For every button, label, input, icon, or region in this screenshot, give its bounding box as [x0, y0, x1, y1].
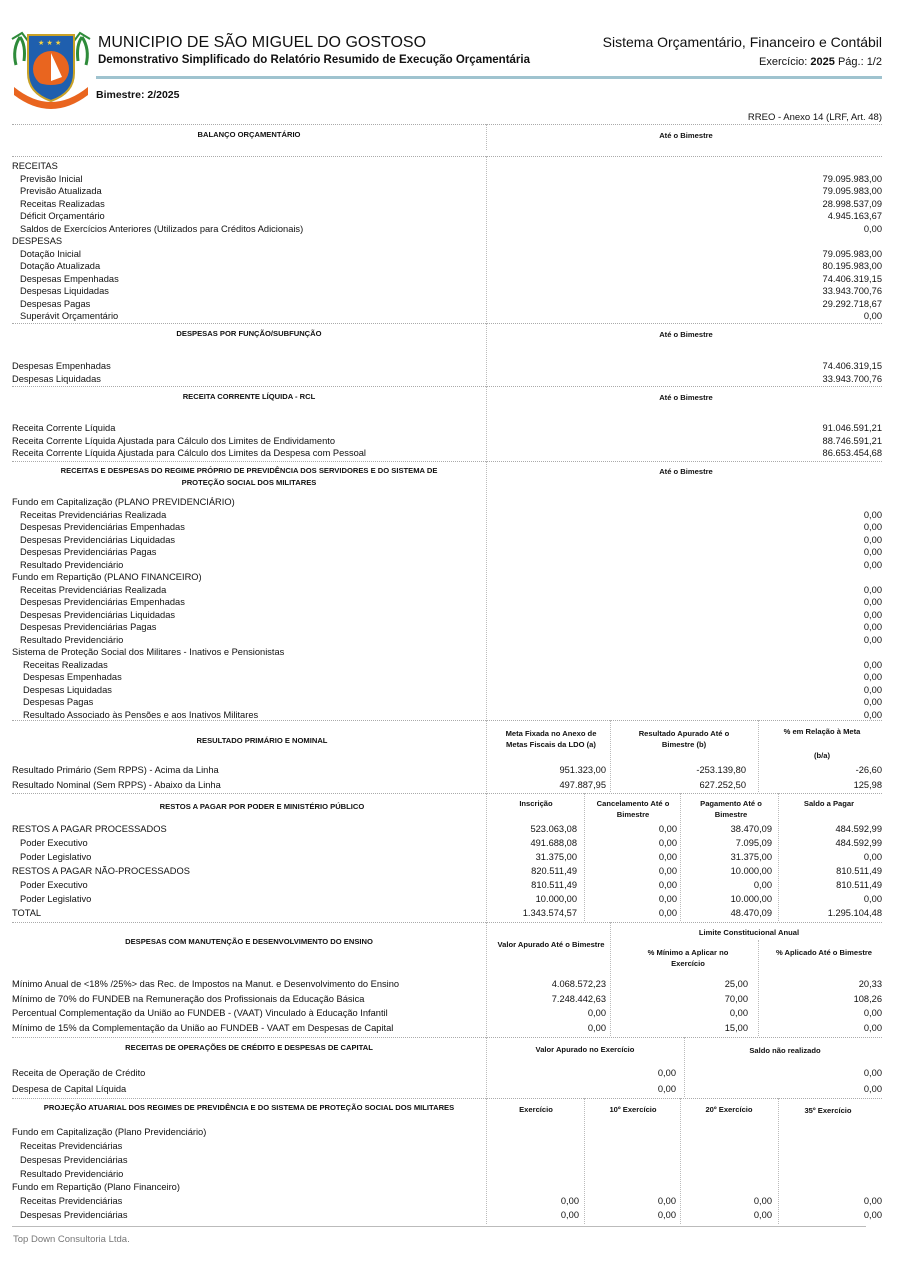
row-value: 0,00 — [863, 509, 882, 520]
row-value: 108,26 — [853, 994, 882, 1004]
row-value: -26,60 — [855, 765, 882, 775]
row-label: Despesas Previdenciárias Pagas — [20, 547, 157, 557]
footer-company: Top Down Consultoria Ltda. — [13, 1234, 130, 1245]
table-row — [12, 248, 882, 260]
row-value: 0,00 — [657, 1084, 676, 1094]
row-value: 15,00 — [724, 1023, 748, 1033]
row-value: 0,00 — [863, 522, 882, 532]
section-title-primario: RESULTADO PRIMÁRIO E NOMINAL — [196, 736, 328, 745]
table-row — [12, 235, 882, 247]
table-row — [12, 764, 882, 776]
bimestre-label: Bimestre: 2/2025 — [96, 89, 180, 101]
row-label: Despesas Previdenciárias Liquidadas — [20, 534, 176, 545]
row-label: RESTOS A PAGAR NÃO-PROCESSADOS — [12, 866, 190, 876]
divider — [12, 793, 882, 794]
row-value: 0,00 — [863, 709, 882, 720]
row-label: Receitas Previdenciárias — [20, 1141, 123, 1151]
row-value: 25,00 — [724, 979, 748, 989]
page-number: Pág.: 1/2 — [837, 56, 882, 68]
table-row — [12, 521, 882, 533]
section-title-rcl: RECEITA CORRENTE LÍQUIDA - RCL — [182, 392, 316, 401]
row-label: Fundo em Repartição (PLANO FINANCEIRO) — [12, 572, 202, 582]
table-row — [12, 1154, 882, 1166]
row-value: 0,00 — [863, 1210, 882, 1220]
section-title-ensino: DESPESAS COM MANUTENÇÃO E DESENVOLVIMENTO DO ENSINO — [125, 937, 373, 946]
divider — [12, 124, 882, 125]
row-label: Mínimo Anual de <18% /25%> das Rec. de Impostos na Manut. e Desenvolvimento do Ensino — [12, 979, 400, 989]
row-label: Despesas Pagas — [20, 298, 91, 309]
row-value: 10.000,00 — [535, 894, 577, 904]
table-row — [12, 1126, 882, 1138]
row-label: Mínimo de 70% do FUNDEB na Remuneração dos Profissionais da Educação Básica — [12, 994, 365, 1004]
table-row — [12, 571, 882, 583]
table-row — [12, 1140, 882, 1152]
row-value: 0,00 — [863, 534, 882, 545]
row-value: 125,98 — [853, 780, 882, 790]
row-label: Despesas Empenhadas — [23, 672, 122, 682]
section-title-restos: RESTOS A PAGAR POR PODER E MINISTÉRIO PÚBLICO — [159, 802, 365, 811]
row-value: 86.653.454,68 — [822, 448, 882, 458]
row-value: 0,00 — [587, 1008, 606, 1018]
col-header-ate-bimestre: Até o Bimestre — [659, 330, 713, 339]
col-header-percent: % em Relação à Meta — [783, 727, 861, 736]
exercise-info — [759, 56, 882, 68]
col-header-resultado: Resultado Apurado Até o Bimestre (b) — [638, 729, 730, 749]
table-row — [12, 851, 882, 863]
table-row — [12, 596, 882, 608]
row-value: 951.323,00 — [559, 765, 606, 775]
row-label: Despesas Previdenciárias Empenhadas — [20, 597, 185, 607]
row-value: 0,00 — [863, 584, 882, 595]
row-value: 0,00 — [863, 609, 882, 620]
table-row — [12, 198, 882, 210]
table-row — [12, 646, 882, 658]
report-subtitle: Demonstrativo Simplificado do Relatório Resumido de Execução Orçamentária — [98, 54, 531, 66]
row-label: Dotação Inicial — [20, 248, 81, 259]
row-value: 0,00 — [560, 1196, 579, 1206]
row-value: 0,00 — [753, 1196, 772, 1206]
row-value: 0,00 — [863, 1196, 882, 1206]
divider — [12, 922, 882, 923]
row-value: 33.943.700,76 — [822, 373, 882, 384]
row-value: 70,00 — [724, 994, 748, 1004]
table-row — [12, 373, 882, 385]
row-value: 28.998.537,09 — [822, 198, 882, 209]
row-value: 0,00 — [863, 1008, 882, 1018]
table-row — [12, 1067, 882, 1079]
row-value: 0,00 — [753, 880, 772, 890]
row-value: 7.248.442,63 — [551, 994, 606, 1004]
row-label: Despesas Previdenciárias Liquidadas — [20, 609, 176, 620]
table-row — [12, 298, 882, 310]
section-title-credito: RECEITAS DE OPERAÇÕES DE CRÉDITO E DESPESAS DE CAPITAL — [125, 1043, 373, 1052]
row-value: 0,00 — [863, 547, 882, 557]
section-title-projecao: PROJEÇÃO ATUARIAL DOS REGIMES DE PREVIDÊNCIA E DO SISTEMA DE PROTEÇÃO SOCIAL DOS MILITARES — [43, 1103, 455, 1112]
row-value: 74.406.319,15 — [822, 273, 882, 284]
col-header-35-exercicio: 35º Exercício — [804, 1106, 852, 1115]
divider — [12, 461, 882, 462]
row-label: Resultado Primário (Sem RPPS) - Acima da Linha — [12, 765, 219, 775]
table-row — [12, 173, 882, 185]
row-label: Despesas Liquidadas — [23, 684, 112, 695]
row-label: Resultado Associado às Pensões e aos Inativos Militares — [23, 709, 259, 720]
table-row — [12, 684, 882, 696]
row-value: 74.406.319,15 — [822, 361, 882, 371]
row-label: Percentual Complementação da União ao FUNDEB - (VAAT) Vinculado à Educação Infantil — [12, 1008, 388, 1018]
row-label: Poder Executivo — [20, 880, 88, 890]
row-value: 484.592,99 — [835, 824, 882, 834]
svg-text:★ ★ ★: ★ ★ ★ — [38, 39, 62, 47]
table-row — [12, 1209, 882, 1221]
col-header-ratio: (b/a) — [813, 751, 831, 760]
col-header-aplicado: % Aplicado Até o Bimestre — [775, 948, 873, 957]
table-row — [12, 185, 882, 197]
col-header-saldo-nao-realizado: Saldo não realizado — [749, 1046, 821, 1055]
row-value: 0,00 — [657, 1068, 676, 1078]
row-label: Poder Executivo — [20, 838, 88, 848]
table-row — [12, 978, 882, 990]
row-label: Resultado Previdenciário — [20, 634, 124, 645]
row-value: 0,00 — [560, 1210, 579, 1220]
row-value: -253.139,80 — [696, 765, 746, 775]
col-header-valor-apurado: Valor Apurado Até o Bimestre — [497, 940, 605, 949]
row-value: 0,00 — [863, 223, 882, 234]
section-title-balanco: BALANÇO ORÇAMENTÁRIO — [197, 130, 301, 139]
footer-divider — [12, 1226, 866, 1227]
row-label: Despesa de Capital Líquida — [12, 1084, 127, 1094]
row-label: Despesas Pagas — [23, 697, 94, 707]
table-row — [12, 584, 882, 596]
table-row — [12, 671, 882, 683]
table-row — [12, 273, 882, 285]
table-row — [12, 160, 882, 172]
row-label: Receita Corrente Líquida Ajustada para Cálculo dos Limites da Despesa com Pessoal — [12, 448, 366, 458]
table-row — [12, 1195, 882, 1207]
col-header-valor-exercicio: Valor Apurado no Exercício — [535, 1045, 635, 1054]
table-row — [12, 360, 882, 372]
col-header-ate-bimestre: Até o Bimestre — [659, 393, 713, 402]
table-row — [12, 634, 882, 646]
row-value: 0,00 — [658, 894, 677, 904]
annex-label: RREO - Anexo 14 (LRF, Art. 48) — [747, 112, 882, 123]
row-value: 79.095.983,00 — [822, 248, 882, 259]
row-value: 0,00 — [729, 1008, 748, 1018]
row-value: 38.470,09 — [730, 824, 772, 834]
row-value: 0,00 — [863, 659, 882, 670]
row-label: Despesas Liquidadas — [20, 286, 109, 296]
row-value: 0,00 — [863, 1023, 882, 1033]
row-value: 79.095.983,00 — [822, 173, 882, 184]
row-value: 0,00 — [658, 852, 677, 862]
divider — [12, 323, 882, 324]
table-row — [12, 879, 882, 891]
table-row-total — [12, 907, 882, 919]
row-label: Despesas Empenhadas — [20, 273, 119, 284]
row-label: Receita de Operação de Crédito — [12, 1068, 146, 1078]
row-label: Saldos de Exercícios Anteriores (Utilizados para Créditos Adicionais) — [20, 223, 304, 234]
divider — [12, 1098, 882, 1099]
row-label: Receita Corrente Líquida — [12, 423, 116, 433]
row-label: Receitas Realizadas — [20, 198, 105, 209]
row-label: DESPESAS — [12, 236, 63, 246]
divider — [12, 386, 882, 387]
table-row — [12, 1007, 882, 1019]
row-label: Poder Legislativo — [20, 852, 92, 862]
row-label: Déficit Orçamentário — [20, 211, 105, 221]
table-row — [12, 709, 882, 721]
row-value: 491.688,08 — [530, 838, 577, 848]
row-value: 0,00 — [863, 672, 882, 682]
table-row — [12, 285, 882, 297]
divider — [12, 720, 882, 721]
section-title-rpps: RECEITAS E DESPESAS DO REGIME PRÓPRIO DE PREVIDÊNCIA DOS SERVIDORES E DO SISTEMA DE PROTEÇÃO SOCIAL DOS MILITARES — [60, 466, 438, 487]
row-value: 0,00 — [863, 1084, 882, 1094]
row-label: Resultado Previdenciário — [20, 559, 124, 570]
row-label: Poder Legislativo — [20, 894, 92, 904]
table-row — [12, 659, 882, 671]
row-label: Previsão Atualizada — [20, 186, 102, 196]
table-row — [12, 435, 882, 447]
row-value: 0,00 — [753, 1210, 772, 1220]
row-value: 33.943.700,76 — [822, 286, 882, 296]
row-value: 810.511,49 — [531, 880, 577, 890]
row-value: 0,00 — [863, 697, 882, 707]
row-label: Despesas Previdenciárias — [20, 1155, 128, 1165]
table-row — [12, 993, 882, 1005]
row-label: RECEITAS — [12, 161, 58, 171]
row-value: 0,00 — [658, 908, 677, 918]
divider — [12, 156, 882, 157]
col-header-20-exercicio: 20º Exercício — [705, 1105, 753, 1114]
col-header-limite: Limite Constitucional Anual — [698, 928, 800, 937]
row-value: 80.195.983,00 — [822, 261, 882, 271]
row-value: 0,00 — [863, 597, 882, 607]
system-name: Sistema Orçamentário, Financeiro e Contábil — [602, 34, 882, 50]
row-value: 0,00 — [658, 866, 677, 876]
row-label: Despesas Empenhadas — [12, 361, 111, 371]
row-value: 31.375,00 — [535, 852, 577, 862]
row-value: 79.095.983,00 — [822, 186, 882, 196]
row-label: Receita Corrente Líquida Ajustada para Cálculo dos Limites de Endividamento — [12, 435, 335, 446]
table-row — [12, 509, 882, 521]
table-row — [12, 865, 882, 877]
table-row — [12, 1022, 882, 1034]
row-label: Previsão Inicial — [20, 173, 83, 184]
row-value: 20,33 — [858, 979, 882, 989]
row-label: Receitas Realizadas — [23, 659, 108, 670]
table-row — [12, 496, 882, 508]
municipality-title: MUNICIPIO DE SÃO MIGUEL DO GOSTOSO — [98, 34, 427, 51]
row-value: 29.292.718,67 — [822, 298, 882, 309]
col-header-pagamento: Pagamento Até o Bimestre — [700, 799, 762, 819]
col-header-ate-bimestre: Até o Bimestre — [659, 131, 713, 140]
row-value: 4.068.572,23 — [551, 979, 606, 989]
row-label: Dotação Atualizada — [20, 261, 101, 271]
row-value: 0,00 — [863, 684, 882, 695]
row-value: 810.511,49 — [836, 866, 882, 876]
row-value: 10.000,00 — [730, 866, 772, 876]
row-value: 820.511,49 — [531, 866, 577, 876]
row-label: Superávit Orçamentário — [20, 311, 119, 321]
row-value: 0,00 — [863, 634, 882, 645]
row-value: 10.000,00 — [730, 894, 772, 904]
col-header-meta: Meta Fixada no Anexo de Metas Fiscais da LDO (a) — [505, 729, 597, 749]
row-value: 0,00 — [863, 311, 882, 321]
table-row — [12, 893, 882, 905]
row-label: TOTAL — [12, 908, 42, 918]
row-value: 0,00 — [863, 1068, 882, 1078]
section-title-funcao: DESPESAS POR FUNÇÃO/SUBFUNÇÃO — [176, 329, 322, 338]
table-row — [12, 621, 882, 633]
row-label: Despesas Previdenciárias — [20, 1210, 128, 1220]
row-value: 0,00 — [863, 894, 882, 904]
col-header-10-exercicio: 10º Exercício — [609, 1105, 657, 1114]
row-value: 0,00 — [863, 622, 882, 632]
row-value: 0,00 — [658, 838, 677, 848]
table-row — [12, 559, 882, 571]
row-label: Fundo em Capitalização (Plano Previdenciário) — [12, 1127, 207, 1137]
table-row — [12, 779, 882, 791]
table-row — [12, 696, 882, 708]
table-row — [12, 260, 882, 272]
exercise-label: Exercício: — [759, 56, 808, 68]
table-row — [12, 223, 882, 235]
row-value: 0,00 — [658, 824, 677, 834]
table-row — [12, 823, 882, 835]
row-label: Resultado Previdenciário — [20, 1169, 124, 1179]
row-label: Receitas Previdenciárias — [20, 1196, 123, 1206]
row-value: 1.295.104,48 — [827, 908, 882, 918]
col-header-cancelamento: Cancelamento Até o Bimestre — [596, 799, 670, 819]
table-row — [12, 1083, 882, 1095]
row-label: Receitas Previdenciárias Realizada — [20, 584, 167, 595]
col-header-minimo: % Mínimo a Aplicar no Exercício — [647, 948, 729, 968]
table-row — [12, 210, 882, 222]
row-label: Resultado Nominal (Sem RPPS) - Abaixo da Linha — [12, 780, 221, 790]
row-value: 0,00 — [658, 880, 677, 890]
row-label: Despesas Previdenciárias Pagas — [20, 622, 157, 632]
row-label: RESTOS A PAGAR PROCESSADOS — [12, 824, 167, 834]
row-label: Fundo em Capitalização (PLANO PREVIDENCIÁRIO) — [12, 497, 235, 507]
table-row — [12, 534, 882, 546]
table-row — [12, 1168, 882, 1180]
row-value: 523.063,08 — [530, 824, 577, 834]
row-value: 48.470,09 — [730, 908, 772, 918]
table-row — [12, 609, 882, 621]
row-value: 497.887,95 — [559, 780, 606, 790]
table-row — [12, 1181, 882, 1193]
table-row — [12, 422, 882, 434]
table-row — [12, 546, 882, 558]
divider — [12, 1037, 882, 1038]
col-header-exercicio: Exercício — [519, 1105, 553, 1114]
row-value: 0,00 — [863, 559, 882, 570]
row-label: Fundo em Repartição (Plano Financeiro) — [12, 1182, 180, 1192]
row-value: 91.046.591,21 — [822, 423, 882, 433]
col-header-inscricao: Inscrição — [519, 799, 553, 808]
row-value: 1.343.574,57 — [522, 908, 577, 918]
row-value: 0,00 — [863, 852, 882, 862]
header-divider — [96, 76, 882, 79]
row-value: 810.511,49 — [836, 880, 882, 890]
row-value: 88.746.591,21 — [822, 435, 882, 446]
row-label: Receitas Previdenciárias Realizada — [20, 509, 167, 520]
exercise-year: 2025 — [810, 56, 835, 68]
row-value: 0,00 — [587, 1023, 606, 1033]
municipal-coat-of-arms-logo — [8, 25, 94, 111]
row-value: 7.095,09 — [735, 838, 772, 848]
row-value: 0,00 — [657, 1210, 676, 1220]
row-value: 484.592,99 — [835, 838, 882, 848]
row-value: 31.375,00 — [730, 852, 772, 862]
table-row — [12, 837, 882, 849]
row-value: 627.252,50 — [699, 780, 746, 790]
row-value: 0,00 — [657, 1196, 676, 1206]
row-label: Despesas Previdenciárias Empenhadas — [20, 522, 185, 532]
row-label: Mínimo de 15% da Complementação da União ao FUNDEB - VAAT em Despesas de Capital — [12, 1023, 394, 1033]
table-row — [12, 310, 882, 322]
row-value: 4.945.163,67 — [827, 211, 882, 221]
row-label: Despesas Liquidadas — [12, 373, 101, 384]
row-label: Sistema de Proteção Social dos Militares - Inativos e Pensionistas — [12, 647, 285, 657]
col-header-saldo: Saldo a Pagar — [803, 799, 855, 808]
col-header-ate-bimestre: Até o Bimestre — [659, 467, 713, 476]
table-row — [12, 447, 882, 459]
